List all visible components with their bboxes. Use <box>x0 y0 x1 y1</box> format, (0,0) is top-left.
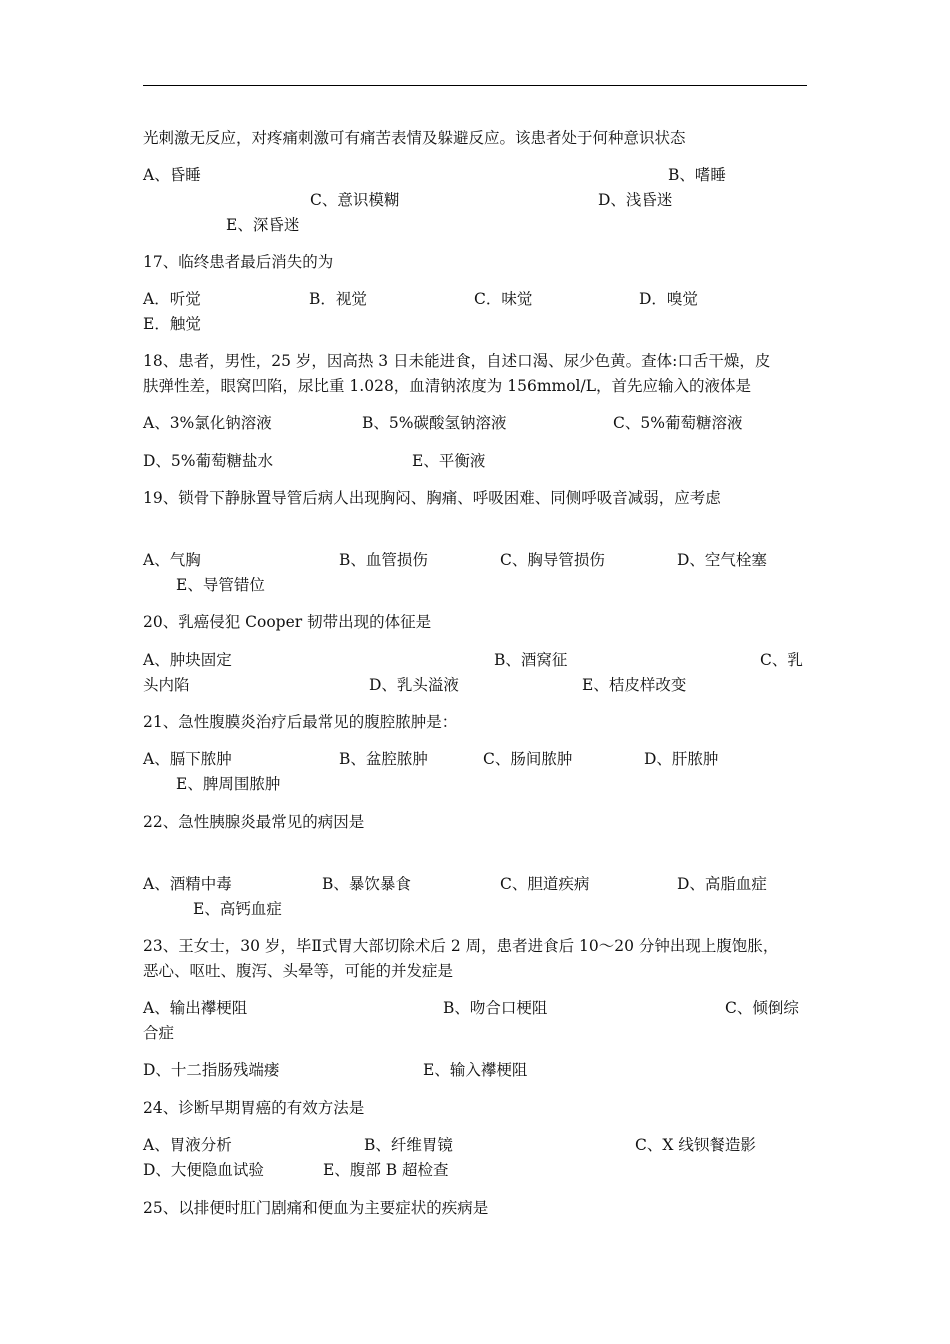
q17-option-d: D．嗅觉 <box>639 290 698 308</box>
q24-option-d: D、大便隐血试验 <box>143 1161 264 1179</box>
q17-option-a: A．听觉 <box>143 290 201 308</box>
q22-option-b: B、暴饮暴食 <box>322 875 411 893</box>
q22-option-d: D、高脂血症 <box>677 875 767 893</box>
q17-option-c: C．味觉 <box>474 290 533 308</box>
q18-option-b: B、5%碳酸氢钠溶液 <box>362 414 507 432</box>
q24-option-c: C、X 线钡餐造影 <box>635 1136 756 1154</box>
q22-option-e: E、高钙血症 <box>193 900 282 918</box>
q19-option-e: E、导管错位 <box>176 576 265 594</box>
q23-option-d: D、十二指肠残端瘘 <box>143 1061 280 1079</box>
q23-option-e: E、输入襻梗阻 <box>423 1061 528 1079</box>
q18-option-c: C、5%葡萄糖溶液 <box>613 414 743 432</box>
q18-option-d: D、5%葡萄糖盐水 <box>143 452 274 470</box>
q18-option-a: A、3%氯化钠溶液 <box>143 414 272 432</box>
question-18-line-2: 肤弹性差，眼窝凹陷，尿比重 1.028，血清钠浓度为 156mmol/L，首先应输入的液体是 <box>143 377 752 395</box>
question-18-line-1: 18、患者，男性，25 岁，因高热 3 日未能进食，自述口渴、尿少色黄。查体:口舌干燥，皮 <box>143 352 771 370</box>
q24-option-b: B、纤维胃镜 <box>364 1136 453 1154</box>
q21-option-d: D、肝脓肿 <box>644 750 719 768</box>
question-25: 25、以排便时肛门剧痛和便血为主要症状的疾病是 <box>143 1199 489 1217</box>
q21-option-b: B、盆腔脓肿 <box>339 750 428 768</box>
q21-option-a: A、膈下脓肿 <box>143 750 232 768</box>
header-rule <box>143 85 807 86</box>
q19-option-d: D、空气栓塞 <box>677 551 767 569</box>
q16-option-b: B、嗜睡 <box>668 166 726 184</box>
question-21: 21、急性腹膜炎治疗后最常见的腹腔脓肿是： <box>143 713 458 731</box>
question-16-stem: 光刺激无反应，对疼痛刺激可有痛苦表情及躲避反应。该患者处于何种意识状态 <box>143 129 686 147</box>
q24-option-e: E、腹部 B 超检查 <box>323 1161 449 1179</box>
q16-option-d: D、浅昏迷 <box>598 191 673 209</box>
q21-option-e: E、脾周围脓肿 <box>176 775 281 793</box>
question-17: 17、临终患者最后消失的为 <box>143 253 334 271</box>
question-24: 24、诊断早期胃癌的有效方法是 <box>143 1099 365 1117</box>
question-23-line-1: 23、王女士，30 岁，毕Ⅱ式胃大部切除术后 2 周，患者进食后 10～20 分钟出现上腹饱胀， <box>143 937 779 955</box>
q19-option-b: B、血管损伤 <box>339 551 428 569</box>
q23-option-a: A、输出襻梗阻 <box>143 999 248 1017</box>
q19-option-c: C、胸导管损伤 <box>500 551 605 569</box>
question-23-line-2: 恶心、呕吐、腹泻、头晕等，可能的并发症是 <box>143 962 454 980</box>
q20-option-a: A、肿块固定 <box>143 651 232 669</box>
q20-option-d: D、乳头溢液 <box>369 676 459 694</box>
q17-option-b: B．视觉 <box>309 290 367 308</box>
q23-option-c-cont: 合症 <box>143 1024 175 1042</box>
question-22: 22、急性胰腺炎最常见的病因是 <box>143 813 365 831</box>
q22-option-a: A、酒精中毒 <box>143 875 232 893</box>
q23-option-b: B、吻合口梗阻 <box>443 999 548 1017</box>
q22-option-c: C、胆道疾病 <box>500 875 590 893</box>
q23-option-c: C、倾倒综 <box>725 999 799 1017</box>
q16-option-c: C、意识模糊 <box>310 191 400 209</box>
q20-option-c: C、乳 <box>760 651 803 669</box>
q24-option-a: A、胃液分析 <box>143 1136 232 1154</box>
q20-option-e: E、桔皮样改变 <box>582 676 687 694</box>
q17-option-e: E．触觉 <box>143 315 201 333</box>
q16-option-a: A、昏睡 <box>143 166 201 184</box>
q18-option-e: E、平衡液 <box>412 452 486 470</box>
q19-option-a: A、气胸 <box>143 551 201 569</box>
q16-option-e: E、深昏迷 <box>226 216 300 234</box>
q20-option-b: B、酒窝征 <box>494 651 568 669</box>
question-20: 20、乳癌侵犯 Cooper 韧带出现的体征是 <box>143 613 432 631</box>
q20-option-c-cont: 头内陷 <box>143 676 190 694</box>
question-19: 19、锁骨下静脉置导管后病人出现胸闷、胸痛、呼吸困难、同侧呼吸音减弱，应考虑 <box>143 489 721 507</box>
q21-option-c: C、肠间脓肿 <box>483 750 573 768</box>
